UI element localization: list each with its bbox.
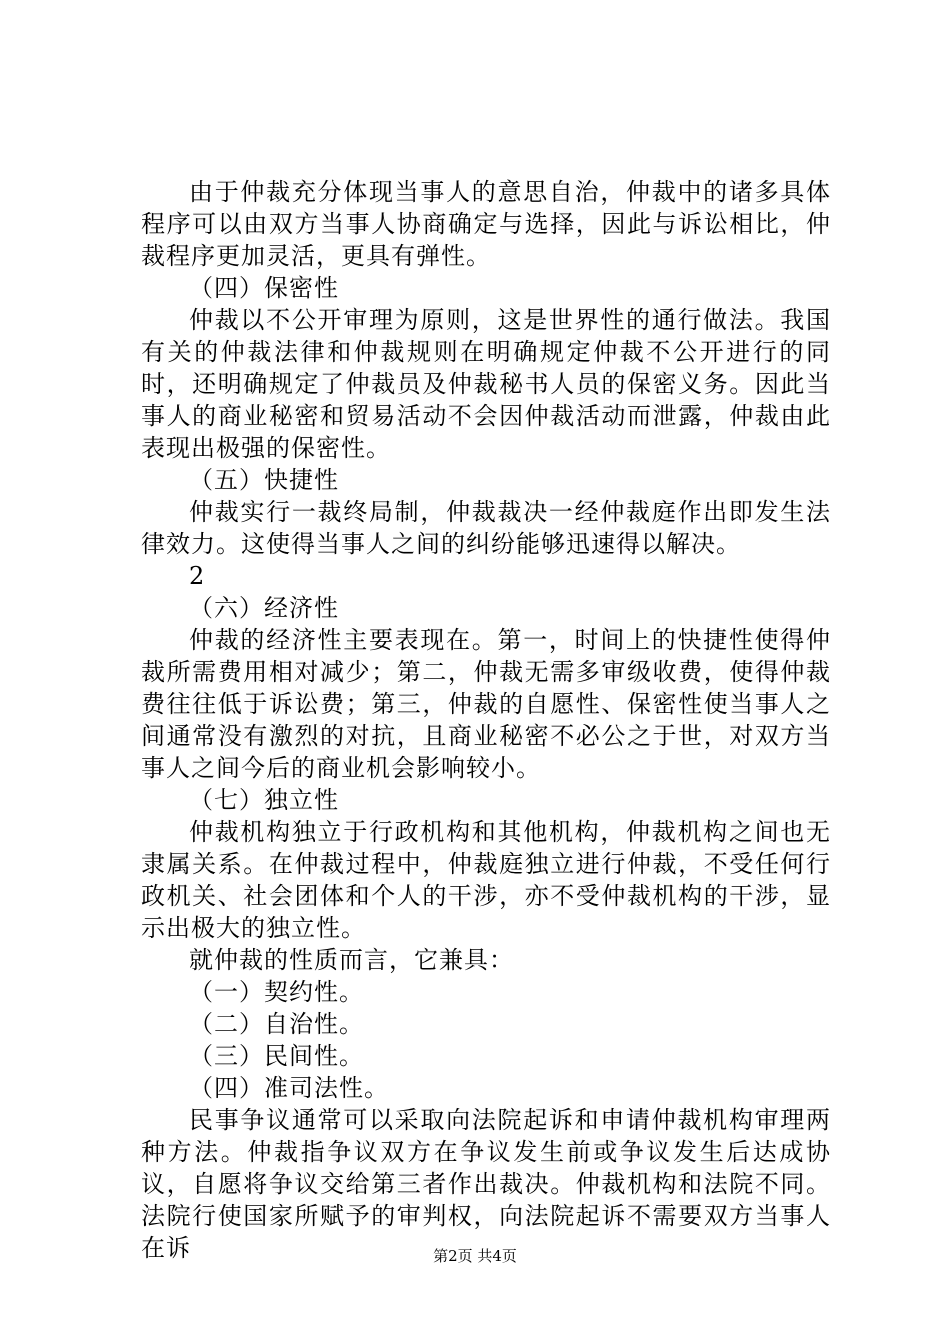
list-item-autonomy: （二）自治性。 [189, 1010, 364, 1038]
heading-confidentiality: （四）保密性 [189, 274, 339, 302]
paragraph-nature-intro: 就仲裁的性质而言，它兼具： [189, 946, 514, 974]
paragraph-economy: 仲裁的经济性主要表现在。第一，时间上的快捷性使得仲裁所需费用相对减少；第二，仲裁无需多审级收费，使得仲裁费往往低于诉讼费；第三，仲裁的自愿性、保密性使当事人之间通常没有激烈的对抗，且商业秘密不必公之于世，对双方当事人之间今后的商业机会影响较小。 [141, 626, 831, 782]
document-body [141, 176, 831, 1264]
paragraph-dispute-methods: 民事争议通常可以采取向法院起诉和申请仲裁机构审理两种方法。仲裁指争议双方在争议发生前或争议发生后达成协议，自愿将争议交给第三者作出裁决。仲裁机构和法院不同。法院行使国家所赋予的审判权，向法院起诉不需要双方当事人在诉 [141, 1106, 831, 1262]
page-footer: 第2页 共4页 [433, 1247, 517, 1265]
paragraph-flexibility: 由于仲裁充分体现当事人的意思自治，仲裁中的诸多具体程序可以由双方当事人协商确定与选择，因此与诉讼相比，仲裁程序更加灵活，更具有弹性。 [141, 178, 831, 270]
paragraph-independence: 仲裁机构独立于行政机构和其他机构，仲裁机构之间也无隶属关系。在仲裁过程中，仲裁庭独立进行仲裁，不受任何行政机关、社会团体和个人的干涉，亦不受仲裁机构的干涉，显示出极大的独立性。 [141, 818, 831, 942]
list-item-civil: （三）民间性。 [189, 1042, 364, 1070]
paragraph-speed: 仲裁实行一裁终局制，仲裁裁决一经仲裁庭作出即发生法律效力。这使得当事人之间的纠纷能够迅速得以解决。 [141, 498, 831, 558]
heading-independence: （七）独立性 [189, 786, 339, 814]
heading-economy: （六）经济性 [189, 594, 339, 622]
list-item-contractual: （一）契约性。 [189, 978, 364, 1006]
heading-speed: （五）快捷性 [189, 466, 339, 494]
paragraph-confidentiality: 仲裁以不公开审理为原则，这是世界性的通行做法。我国有关的仲裁法律和仲裁规则在明确规定仲裁不公开进行的同时，还明确规定了仲裁员及仲裁秘书人员的保密义务。因此当事人的商业秘密和贸易活动不会因仲裁活动而泄露，仲裁由此表现出极强的保密性。 [141, 306, 831, 462]
list-item-quasi-judicial: （四）准司法性。 [189, 1074, 389, 1102]
inline-page-marker: 2 [189, 562, 206, 590]
